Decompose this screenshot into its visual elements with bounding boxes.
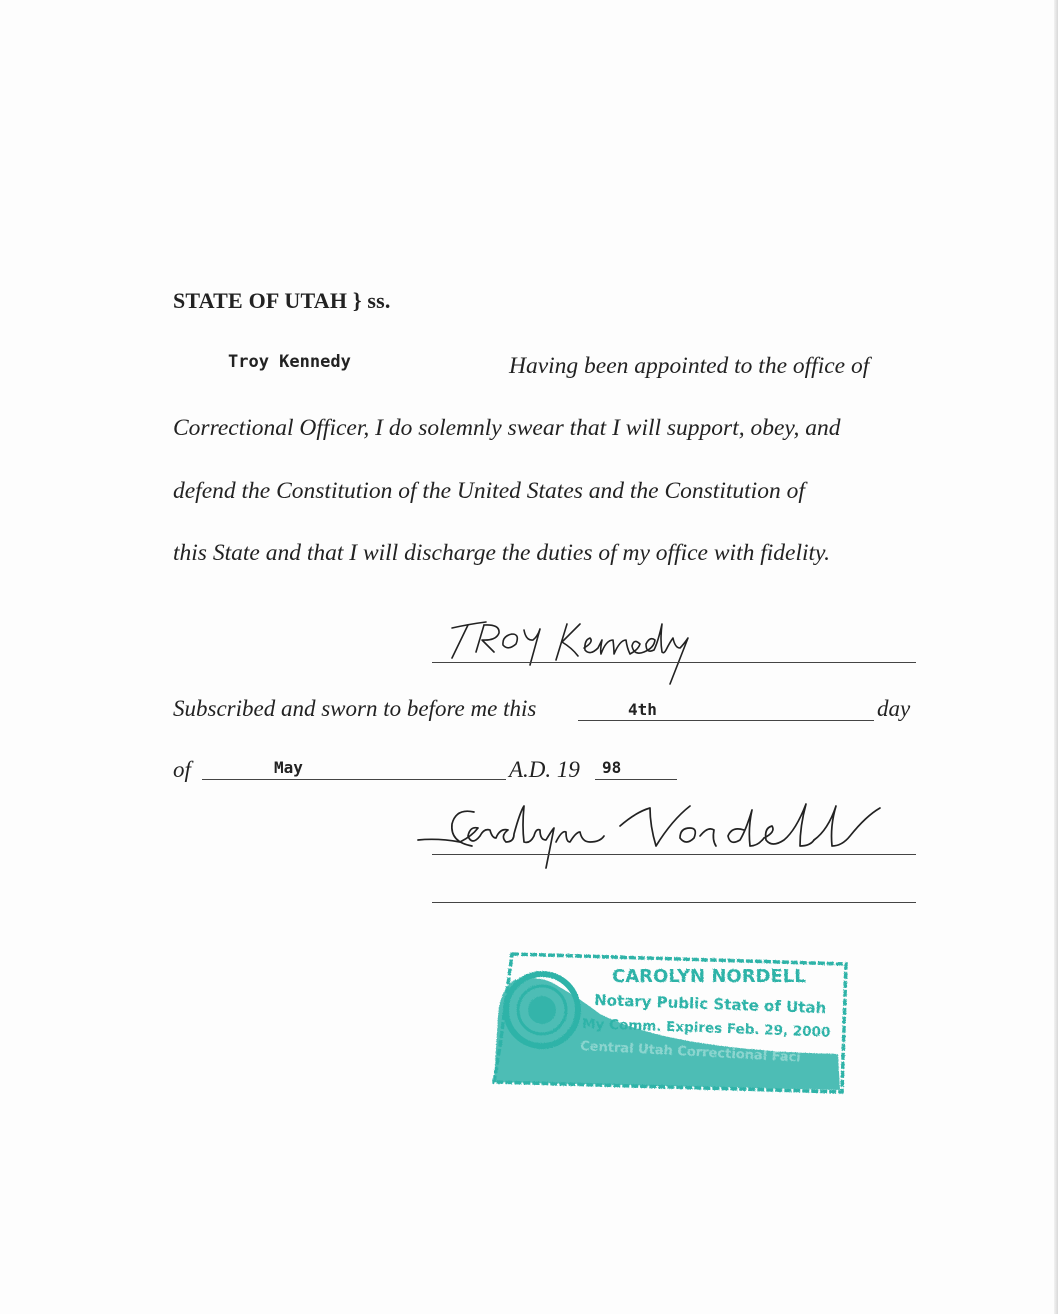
- day-value: 4th: [628, 700, 657, 719]
- subscribed-text: Subscribed and sworn to before me this: [173, 696, 537, 721]
- oath-line-4: this State and that I will discharge the duties of my office with fidelity.: [173, 540, 831, 566]
- oath-line-3: defend the Constitution of the United States and the Constitution of: [173, 478, 805, 504]
- day-label: day: [877, 696, 911, 721]
- year-value: 98: [602, 758, 622, 777]
- oath-line-1: Having been appointed to the office of: [509, 353, 870, 379]
- ad-label: A.D. 19: [509, 757, 580, 782]
- notary-blank-line: [432, 902, 916, 903]
- stamp-address: Central Utah Correctional Faci: [579, 1039, 802, 1066]
- stamp-title: Notary Public State of Utah: [593, 991, 827, 1018]
- stamp-name: CAROLYN NORDELL: [612, 966, 806, 987]
- affiant-name: Troy Kennedy: [228, 352, 351, 372]
- notary-signature-line: [432, 854, 916, 855]
- of-label: of: [173, 757, 191, 782]
- oath-line-2: Correctional Officer, I do solemnly swear that I will support, obey, and: [173, 415, 841, 441]
- month-value: May: [274, 758, 303, 777]
- stamp-commission: My Comm. Expires Feb. 29, 2000: [581, 1016, 831, 1041]
- notary-stamp: [490, 950, 850, 1096]
- state-heading: STATE OF UTAH } ss.: [173, 288, 391, 313]
